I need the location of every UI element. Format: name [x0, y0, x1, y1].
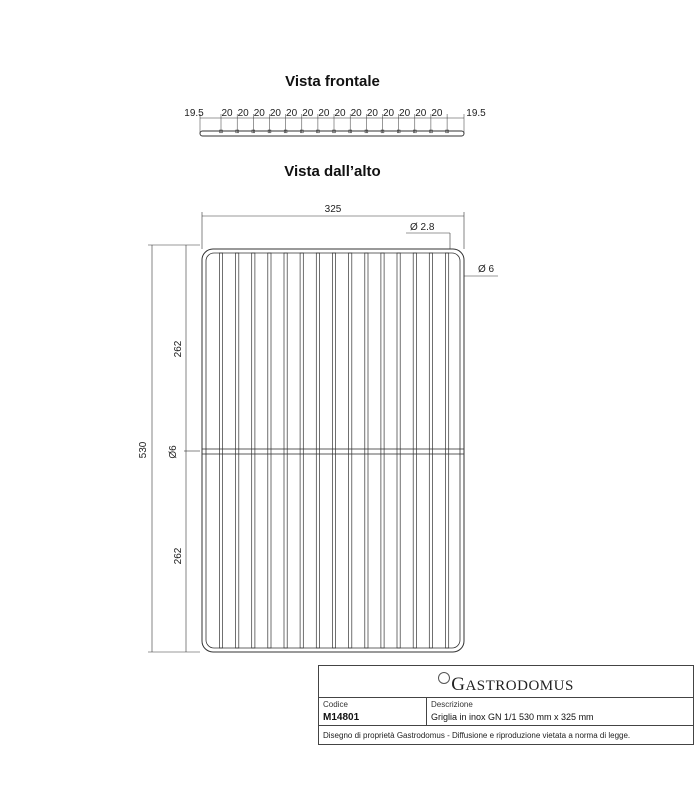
front-dim-label: 20 [302, 108, 314, 119]
wire-rod [413, 253, 416, 648]
brand-mark-icon [438, 672, 450, 684]
description-label: Descrizione [431, 700, 473, 709]
front-dim-label: 20 [350, 108, 362, 119]
wire-rod [429, 253, 432, 648]
ownership-note: Disegno di proprietà Gastrodomus - Diffusione e riproduzione vietata a norma di legge. [323, 731, 631, 740]
wire-rod [349, 253, 352, 648]
code-value: M14801 [323, 712, 360, 723]
front-dim-label: 20 [269, 108, 281, 119]
wire-rod [300, 253, 303, 648]
front-dim-label: 20 [382, 108, 395, 119]
wire-rod [397, 253, 400, 648]
front-dim-label: 19.5 [184, 108, 204, 119]
wire-rod [252, 253, 255, 648]
top-view [202, 249, 464, 652]
frame-dia-label: Ø 6 [478, 264, 495, 275]
front-dim-label: 20 [431, 108, 443, 119]
front-dim-label: 19.5 [466, 108, 486, 119]
cross-bar [202, 449, 464, 454]
front-dim-label: 20 [237, 108, 249, 119]
outer-frame [202, 249, 464, 652]
height-dim-label: 530 [138, 441, 149, 459]
wire-rod [316, 253, 319, 648]
front-dim-label: 20 [334, 108, 346, 119]
inner-frame [206, 253, 460, 648]
half-bottom-label: 262 [173, 547, 184, 565]
code-cell [319, 698, 427, 725]
front-dim-label: 20 [221, 108, 233, 119]
title-block [318, 665, 694, 745]
wire-rod [365, 253, 368, 648]
front-dim-label: 20 [366, 108, 378, 119]
description-cell [427, 698, 693, 725]
title-block-row [319, 698, 693, 726]
wire-rod [268, 253, 271, 648]
wire-rod [284, 253, 287, 648]
front-view-title: Vista frontale [285, 73, 380, 90]
front-rod [200, 131, 464, 136]
wire-rod [236, 253, 239, 648]
wire-dia-label: Ø 2.8 [410, 222, 435, 233]
front-dim-label: 20 [399, 108, 411, 119]
wire-rod [446, 253, 449, 648]
front-dim-label: 20 [286, 108, 298, 119]
top-view-title: Vista dall’alto [284, 163, 381, 180]
cross-dia-label: Ø6 [168, 445, 179, 459]
description-value: Griglia in inox GN 1/1 530 mm x 325 mm [431, 712, 594, 722]
front-dim-label: 20 [318, 108, 330, 119]
brand-logo: GASTRODOMUS [319, 666, 693, 698]
width-dim-label: 325 [324, 204, 342, 215]
code-label: Codice [323, 700, 348, 709]
half-top-label: 262 [173, 340, 184, 358]
front-dim-label: 20 [415, 108, 427, 119]
wire-rod [332, 253, 335, 648]
wire-rod [381, 253, 384, 648]
wire-rod [219, 253, 222, 648]
front-dim-label: 20 [253, 108, 265, 119]
